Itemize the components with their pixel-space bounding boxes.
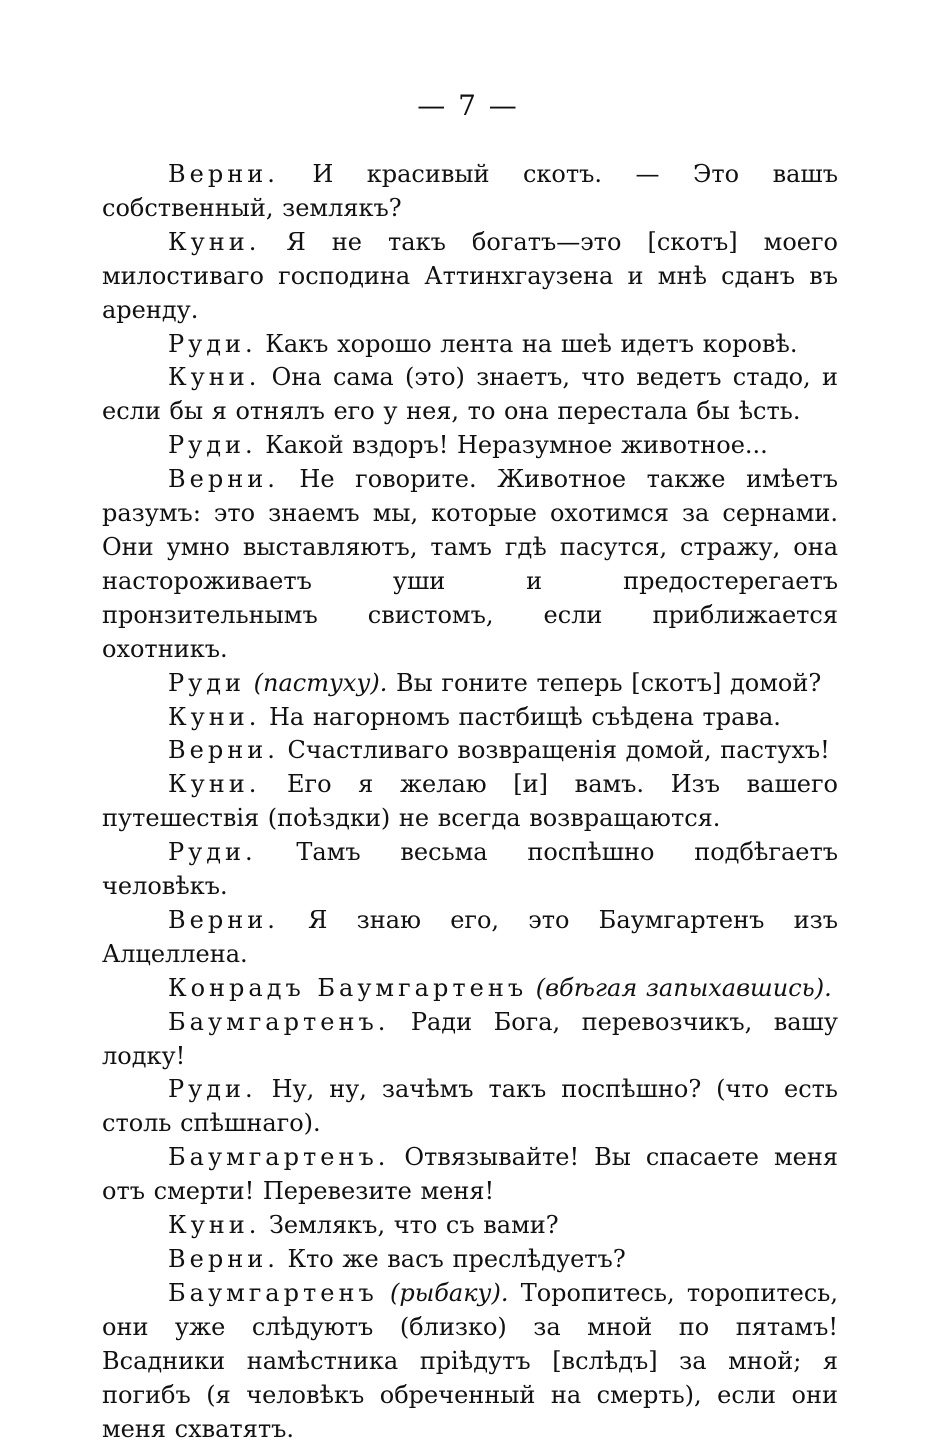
speaker-name: Руди. [168,329,257,358]
speech-text: Тамъ весьма поспѣшно подбѣгаетъ человѣкъ. [102,838,838,901]
dialogue-paragraph [102,701,838,735]
speech-text: Ну, ну, зачѣмъ такъ поспѣшно? (что есть столь спѣшнаго). [102,1075,838,1138]
speaker-name: Верни. [168,1245,279,1273]
dialogue-paragraph [102,1209,838,1243]
dialogue-paragraph [102,1277,838,1446]
stage-direction: (рыбаку). [377,1278,509,1307]
speech-text: И красивый скотъ. — Это вашъ собственный, землякъ? [102,160,838,222]
dialogue-paragraph [102,361,838,429]
speaker-name: Куни. [168,1211,261,1240]
speaker-name: Руди [168,668,246,697]
speech-text: Я знаю его, это Баумгартенъ изъ Алцеллена. [102,905,838,968]
dialogue-paragraph [102,429,838,463]
speaker-name: Куни. [168,227,261,256]
dialogue-paragraph [102,972,838,1006]
dialogue-paragraph [102,463,838,666]
dialogue-paragraph [102,1141,838,1209]
dialogue-paragraph [102,904,838,972]
page-number: — 7 — [417,89,519,122]
speech-text: Торопитесь, торопитесь, они уже слѣдуютъ (близко) за мной по пятамъ! Всадники намѣстника пріѣдутъ [вслѣдъ] за мной; я погибъ (я человѣкъ обреченный на смерть), если они меня схватятъ. [102,1278,838,1443]
speaker-name: Баумгартенъ. [168,1007,390,1036]
dialogue-paragraph [102,158,838,226]
speech-text: Вы гоните теперь [скотъ] домой? [387,668,822,697]
dialogue-paragraph [102,1243,838,1277]
speaker-name: Верни. [168,160,279,188]
speech-text: Отвязывайте! Вы спасаете меня отъ смерти! Перевезите меня! [102,1143,838,1206]
speaker-name: Баумгартенъ. [168,1143,390,1172]
speech-text: Какъ хорошо лента на шеѣ идетъ коровѣ. [256,329,798,358]
speech-text: Кто же васъ преслѣдуетъ? [278,1245,626,1273]
speech-text: Она сама (это) знаетъ, что ведетъ стадо, и если бы я отнялъ его у нея, то она перестала бы ѣсть. [102,363,838,426]
speaker-name: Руди. [168,431,257,460]
speech-text: Землякъ, что съ вами? [260,1211,559,1240]
speech-text: Не говорите. Животное также имѣетъ разумъ: это знаемъ мы, которые охотимся за сернами. Они умно выставляютъ, тамъ гдѣ пасутся, стражу, она настороживаетъ уши и предостерегаетъ пронзительнымъ свистомъ, если приближается охотникъ. [102,465,838,663]
speech-text: На нагорномъ пастбищѣ съѣдена трава. [260,702,781,731]
speaker-name: Куни. [168,702,261,731]
speaker-name: Верни. [168,905,279,934]
speaker-name: Руди. [168,1075,257,1104]
dialogue-paragraph [102,836,838,904]
speaker-name: Куни. [168,363,261,392]
speech-text: Ради Бога, перевозчикъ, вашу лодку! [102,1007,838,1070]
speaker-name: Руди. [168,838,257,867]
stage-direction: (пастуху). [245,668,388,697]
dialogue-paragraph [102,1073,838,1141]
speaker-name: Верни. [168,465,279,494]
speech-text: Какой вздоръ! Неразумное животное... [256,431,768,460]
dialogue-paragraph [102,768,838,836]
speech-text: Счастливаго возвращенія домой, пастухъ! [278,736,830,765]
dialogue-paragraph [102,328,838,362]
speaker-name: Куни. [168,770,261,799]
dialogue-paragraph [102,1006,838,1074]
dialogue-paragraph [102,667,838,701]
dialogue-text [102,158,838,1446]
speaker-name: Баумгартенъ [168,1278,378,1307]
speaker-name: Верни. [168,736,279,765]
stage-direction: (вбѣгая запыхавшись). [527,973,832,1002]
dialogue-paragraph [102,226,838,328]
dialogue-paragraph [102,734,838,768]
speech-text: Я не такъ богатъ—это [скотъ] моего милостиваго господина Аттинхгаузена и мнѣ сданъ въ аренду. [102,227,838,324]
speaker-name: Конрадъ Баумгартенъ [168,973,528,1002]
speech-text: Его я желаю [и] вамъ. Изъ вашего путешествія (поѣздки) не всегда возвращаются. [102,770,838,833]
